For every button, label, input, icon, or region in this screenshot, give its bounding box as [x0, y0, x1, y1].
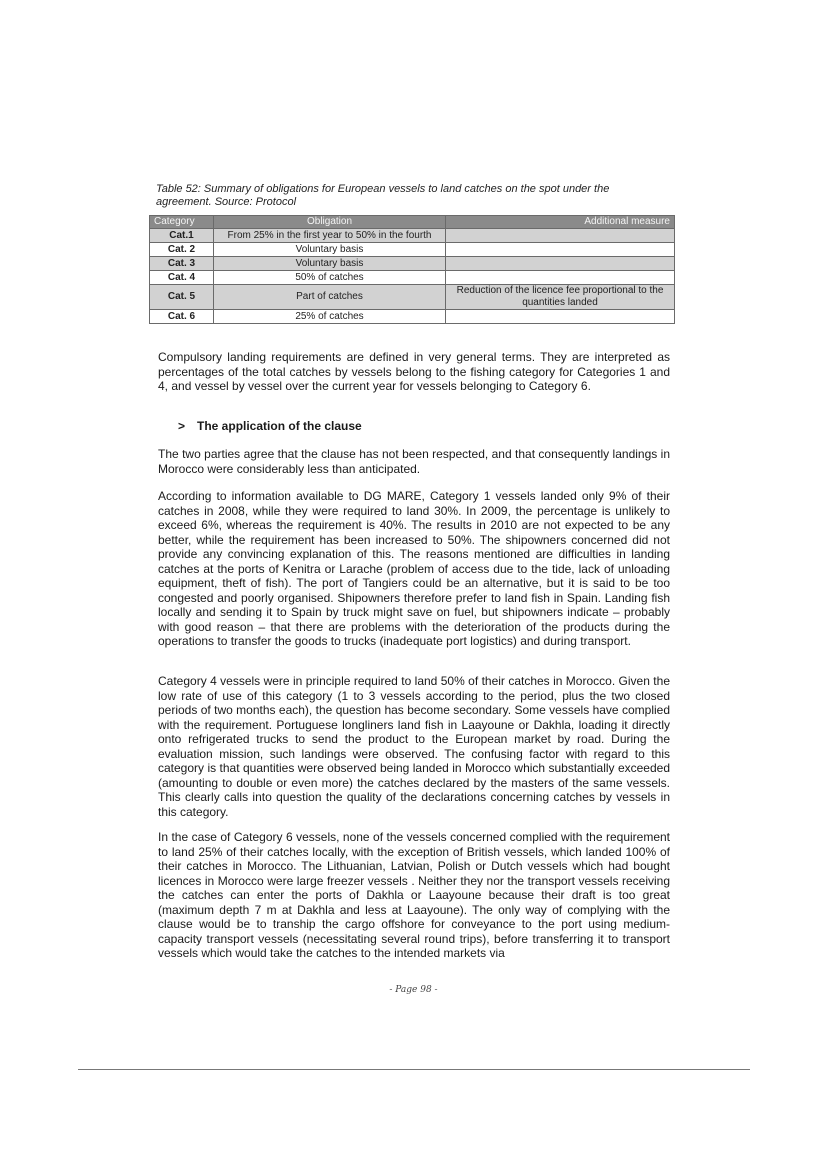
obligation-cell: Voluntary basis	[214, 243, 446, 257]
category-cell: Cat. 3	[150, 257, 214, 271]
measure-cell	[446, 229, 675, 243]
table-row	[150, 229, 675, 243]
obligation-cell: From 25% in the first year to 50% in the fourth	[214, 229, 446, 243]
header-additional-measure: Additional measure	[446, 216, 675, 229]
measure-cell: Reduction of the licence fee proportional to the quantities landed	[446, 285, 675, 310]
heading-text: The application of the clause	[197, 419, 362, 433]
table-row	[150, 285, 675, 310]
obligation-cell: 25% of catches	[214, 310, 446, 324]
table-header-row	[150, 216, 675, 229]
measure-cell	[446, 271, 675, 285]
paragraph-1	[158, 447, 670, 476]
paragraph-text: Compulsory landing requirements are defined in very general terms. They are interpreted as percentages of the total catches by vessels belong to the fishing category for Categories 1 and 4, and vessel by vessel over the current year for vessels belonging to Category 6.	[158, 350, 670, 393]
category-cell: Cat.1	[150, 229, 214, 243]
obligation-cell: Part of catches	[214, 285, 446, 310]
category-cell: Cat. 6	[150, 310, 214, 324]
measure-cell	[446, 310, 675, 324]
intro-paragraph	[158, 350, 670, 394]
paragraph-text: Category 4 vessels were in principle required to land 50% of their catches in Morocco. Given the low rate of use of this category (1 to 3 vessels according to the period, plus the two closed periods of two months each), the question has become secondary. Some vessels have complied with the requirement. Portuguese longliners land fish in Laayoune or Dakhla, loading it directly onto refrigerated trucks to send the product to the European market by road. During the evaluation mission, such landings were observed. The confusing factor with regard to this category is that quantities were observed being landed in Morocco which substantially exceeded (amounting to double or even more) the catches declared by the masters of the same vessels. This clearly calls into question the quality of the declarations concerning catches by vessels in this category.	[158, 674, 670, 819]
page-number: - Page 98 -	[389, 985, 438, 995]
category-cell: Cat. 5	[150, 285, 214, 310]
category-cell: Cat. 2	[150, 243, 214, 257]
chevron-bullet-icon: >	[178, 419, 186, 433]
paragraph-text: According to information available to DG MARE, Category 1 vessels landed only 9% of their catches in 2008, while they were required to land 30%. In 2009, the percentage is unlikely to exceed 6%, whereas the requirement is 40%. The results in 2010 are not expected to be any better, while the requirement has been increased to 50%. The shipowners concerned did not provide any convincing explanation of this. The reasons mentioned are difficulties in landing catches at the ports of Kenitra or Larache (problem of access due to the tide, lack of unloading equipment, theft of fish). The port of Tangiers could be an alternative, but it is said to be too congested and poorly organised. Shipowners therefore prefer to land fish in Spain. Landing fish locally and sending it to Spain by truck might save on fuel, but shipowners indicate – probably with good reason – that there are problems with the deterioration of the products during the operations to transfer the goods to trucks (inadequate port logistics) and during transport.	[158, 489, 670, 648]
paragraph-text: In the case of Category 6 vessels, none of the vessels concerned complied with the requirement to land 25% of their catches locally, with the exception of British vessels, which landed 100% of their catches in Morocco. The Lithuanian, Latvian, Polish or Dutch vessels which had bought licences in Morocco were large freezer vessels . Neither they nor the transport vessels receiving the catches can enter the ports of Dakhla or Laayoune because their draft is too great (maximum depth 7 m at Dakhla and less at Laayoune). The only way of complying with the clause would be to tranship the cargo offshore for conveyance to the port using medium-capacity transport vessels (necessitating several round trips), before transferring it to transport vessels which would take the catches to the intended markets via	[158, 830, 670, 960]
footer-divider	[78, 1069, 750, 1070]
obligations-table	[149, 215, 675, 324]
header-category: Category	[150, 216, 214, 229]
category-cell: Cat. 4	[150, 271, 214, 285]
section-heading	[178, 419, 362, 433]
table-caption: Table 52: Summary of obligations for European vessels to land catches on the spot under the agreement. Source: Protocol	[156, 183, 610, 208]
measure-cell	[446, 243, 675, 257]
paragraph-3	[158, 674, 670, 819]
obligation-cell: Voluntary basis	[214, 257, 446, 271]
paragraph-4	[158, 830, 670, 961]
header-obligation: Obligation	[214, 216, 446, 229]
table-row	[150, 257, 675, 271]
table-row	[150, 271, 675, 285]
paragraph-2	[158, 489, 670, 649]
obligation-cell: 50% of catches	[214, 271, 446, 285]
table-row	[150, 310, 675, 324]
measure-cell	[446, 257, 675, 271]
paragraph-text: The two parties agree that the clause has not been respected, and that consequently landings in Morocco were considerably less than anticipated.	[158, 447, 670, 476]
table-row	[150, 243, 675, 257]
